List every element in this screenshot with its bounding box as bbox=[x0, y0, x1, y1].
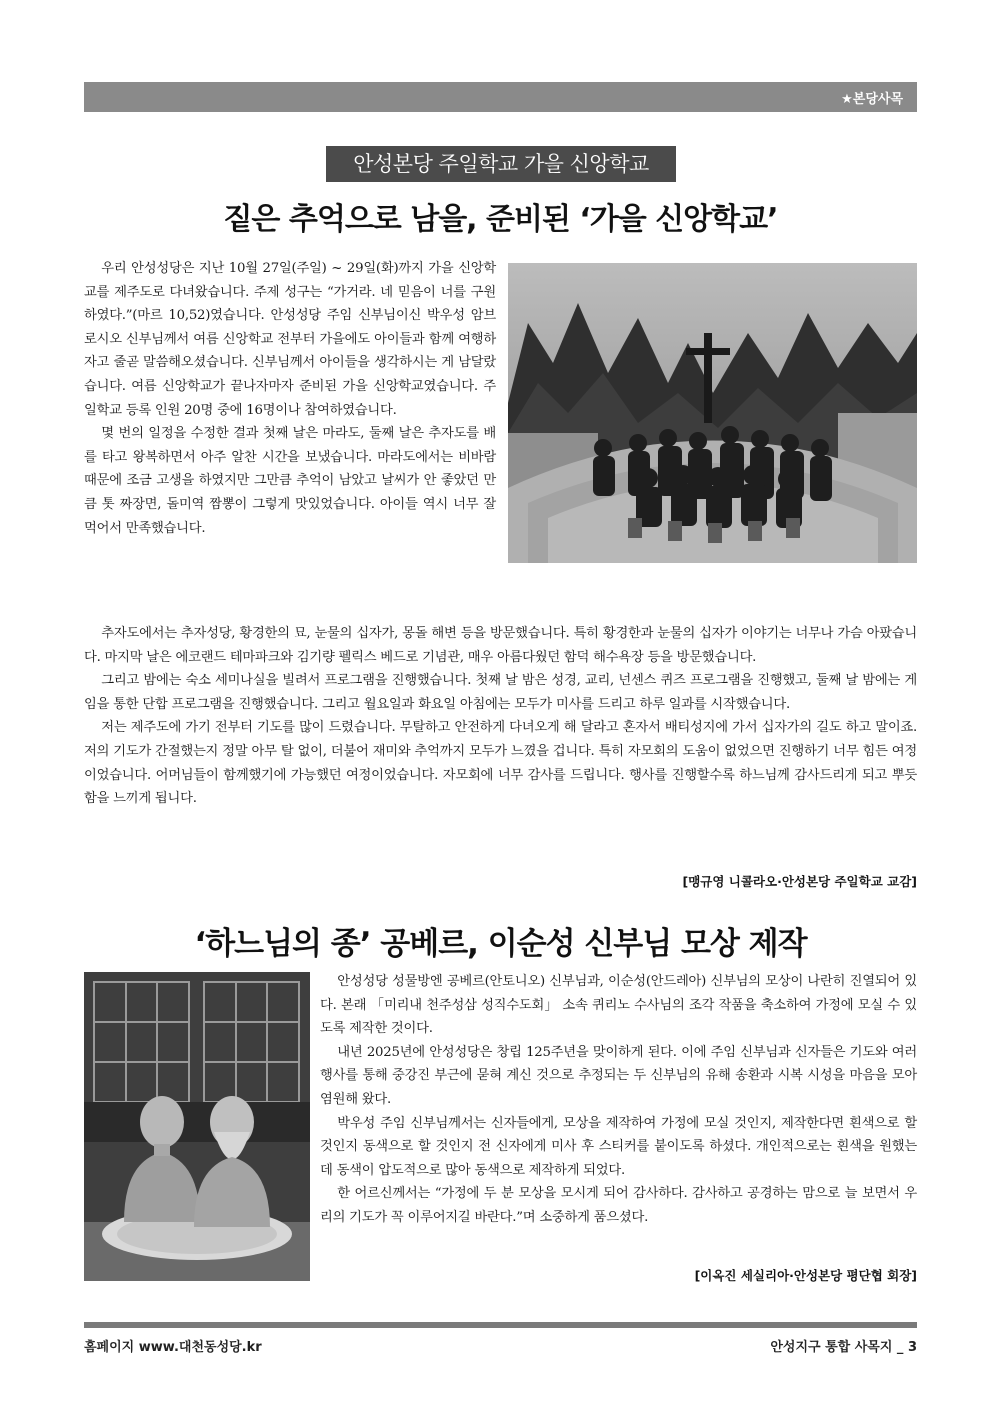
article2-title: ‘하느님의 종’ 공베르, 이순성 신부님 모상 제작 bbox=[194, 926, 807, 962]
article2-paragraph-4: 한 어르신께서는 “가정에 두 분 모상을 모시게 되어 감사하다. 감사하고 공경하는 맘으로 늘 보면서 우리의 기도가 꼭 이루어지길 바란다.”며 소중하게 품으셨다. bbox=[320, 1186, 917, 1225]
article1-paragraph-5: 저는 제주도에 가기 전부터 기도를 많이 드렸습니다. 무탈하고 안전하게 다녀오게 해 달라고 혼자서 배티성지에 가서 십자가의 길도 하고 말이죠. 저의 기도가 간절했는지 정말 아무 탈 없이, 더불어 재미와 추억까지 모두가 느꼈을 겁니다. 특히 자모회의 도움이 없었으면 진행하기 너무 힘든 여정이었습니다. 어머님들이 함께했기에 가능했던 여정이었습니다. 자모회에 너무 감사를 드립니다. 행사를 진행할수록 하느님께 감사드리게 되고 뿌듯함을 느끼게 됩니다. bbox=[84, 720, 917, 807]
article2-paragraph-2: 내년 2025년에 안성성당은 창립 125주년을 맞이하게 된다. 이에 주임 신부님과 신자들은 기도와 여러 행사를 통해 중강진 부근에 묻혀 계신 것으로 추정되는 두 신부님의 유해 송환과 시복 시성을 마음을 모아 염원해 왔다. bbox=[320, 1044, 917, 1107]
article1-paragraph-1: 우리 안성성당은 지난 10월 27일(주일) ~ 29일(화)까지 가을 신앙학교를 제주도로 다녀왔습니다. 주제 성구는 “가거라. 네 믿음이 너를 구원하였다.”(마르 10,52)였습니다. 안성성당 주임 신부님이신 박우성 암브로시오 신부님께서 여름 신앙학교 전부터 가을에도 아이들과 함께 여행하자고 줄곧 말씀해오셨습니다. 신부님께서 아이들을 생각하시는 게 남달랐습니다. 여름 신앙학교가 끝나자마자 준비된 가을 신앙학교였습니다. 주일학교 등록 인원 20명 중에 16명이나 참여하였습니다. bbox=[84, 261, 496, 418]
article2-paragraph-3: 박우성 주임 신부님께서는 신자들에게, 모상을 제작하여 가정에 모실 것인지, 제작한다면 흰색으로 할 것인지 동색으로 할 것인지 전 신자에게 미사 후 스티커를 붙이도록 하셨다. 개인적으로는 흰색을 원했는데 동색이 압도적으로 많아 동색으로 제작하게 되었다. bbox=[320, 1115, 917, 1178]
article1-paragraph-2: 몇 번의 일정을 수정한 결과 첫째 날은 마라도, 둘째 날은 추자도를 배를 타고 왕복하면서 아주 알찬 시간을 보냈습니다. 마라도에서는 비바람 때문에 조금 고생을 하였지만 그만큼 추억이 남았고 날씨가 안 좋았던 만큼 톳 짜장면, 돌미역 짬뽕이 그렇게 맛있었습니다. 아이들 역시 너무 잘 먹어서 만족했습니다. bbox=[84, 426, 496, 536]
article1-paragraph-3: 추자도에서는 추자성당, 황경한의 묘, 눈물의 십자가, 몽돌 해변 등을 방문했습니다. 특히 황경한과 눈물의 십자가 이야기는 너무나 가슴 아팠습니다. 마지막 날은 에코랜드 테마파크와 김기량 펠릭스 베드로 기념관, 매우 아름다웠던 함덕 해수욕장 등을 방문했습니다. bbox=[84, 626, 917, 665]
article1-intro-column bbox=[84, 257, 496, 540]
footer-page-number: 안성지구 통합 사목지 _ 3 bbox=[770, 1340, 917, 1355]
article2-byline: [이옥진 세실리아·안성본당 평단협 회장] bbox=[694, 1268, 917, 1283]
article1-byline: [맹규영 니콜라오·안성본당 주일학교 교감] bbox=[682, 874, 917, 889]
article-kicker: 안성본당 주일학교 가을 신앙학교 bbox=[326, 146, 676, 182]
statue-busts-image bbox=[84, 972, 310, 1281]
footer-rule bbox=[84, 1322, 917, 1328]
article1-paragraph-4: 그리고 밤에는 숙소 세미나실을 빌려서 프로그램을 진행했습니다. 첫째 날 밤은 성경, 교리, 넌센스 퀴즈 프로그램을 진행했고, 둘째 날 밤에는 게임을 통한 단합 프로그램을 진행했습니다. 그리고 월요일과 화요일 아침에는 모두가 미사를 드리고 하루 일과를 시작했습니다. bbox=[84, 673, 917, 712]
article2-body-column bbox=[320, 970, 917, 1230]
section-label: ★본당사목 bbox=[841, 92, 903, 107]
article2-paragraph-1: 안성성당 성물방엔 공베르(안토니오) 신부님과, 이순성(안드레아) 신부님의 모상이 나란히 진열되어 있다. 본래 「미리내 천주성삼 성직수도회」 소속 퀴리노 수사님의 조각 작품을 축소하여 가정에 모실 수 있도록 제작한 것이다. bbox=[320, 974, 917, 1037]
section-header-bar bbox=[84, 82, 917, 112]
article1-body-column bbox=[84, 622, 917, 811]
footer-homepage: 홈페이지 www.대천동성당.kr bbox=[84, 1340, 262, 1355]
article-title: 짙은 추억으로 남을, 준비된 ‘가을 신앙학교’ bbox=[223, 202, 778, 237]
group-photo-image bbox=[508, 263, 917, 563]
